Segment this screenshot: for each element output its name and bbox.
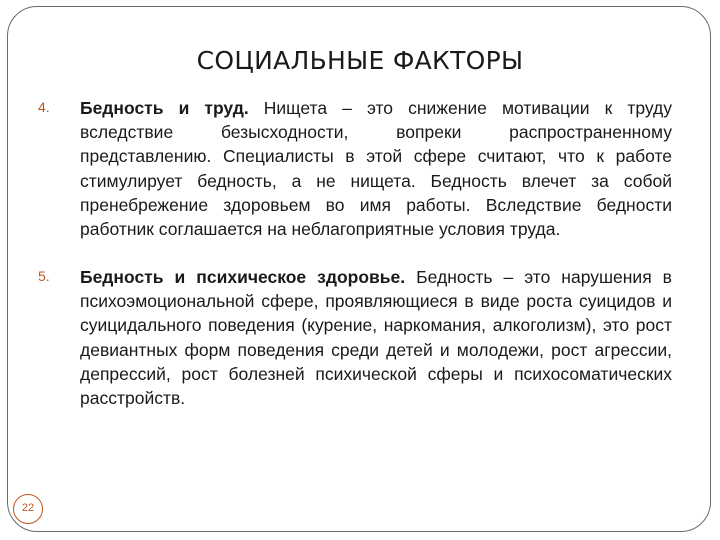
list-item-text	[80, 265, 672, 410]
list-item-heading: Бедность и труд.	[80, 98, 249, 118]
slide-title: СОЦИАЛЬНЫЕ ФАКТОРЫ	[196, 46, 524, 75]
list-item-heading: Бедность и психическое здоровье.	[80, 267, 406, 287]
list-item-number: 4.	[38, 99, 50, 115]
page-number-badge: 22	[13, 494, 43, 524]
list-item-number: 5.	[38, 268, 50, 284]
list-item-body: Нищета – это снижение мотивации к труду вследствие безысходности, вопреки распространенному представлению. Специалисты в этой сфере считают, что к работе стимулирует бедность, а не нищета. Бедность влечет за собой пренебрежение здоровьем во имя работы. Вследствие бедности работник соглашается на неблагоприятные условия труда.	[80, 98, 672, 240]
list-item-body: Бедность – это нарушения в психоэмоциональной сфере, проявляющиеся в виде роста суицидов и суицидального поведения (курение, наркомания, алкоголизм), это рост девиантных форм поведения среди детей и молодежи, рост агрессии, депрессий, рост болезней психической сферы и психосоматических расстройств.	[80, 267, 672, 409]
list-item-text	[80, 96, 672, 241]
